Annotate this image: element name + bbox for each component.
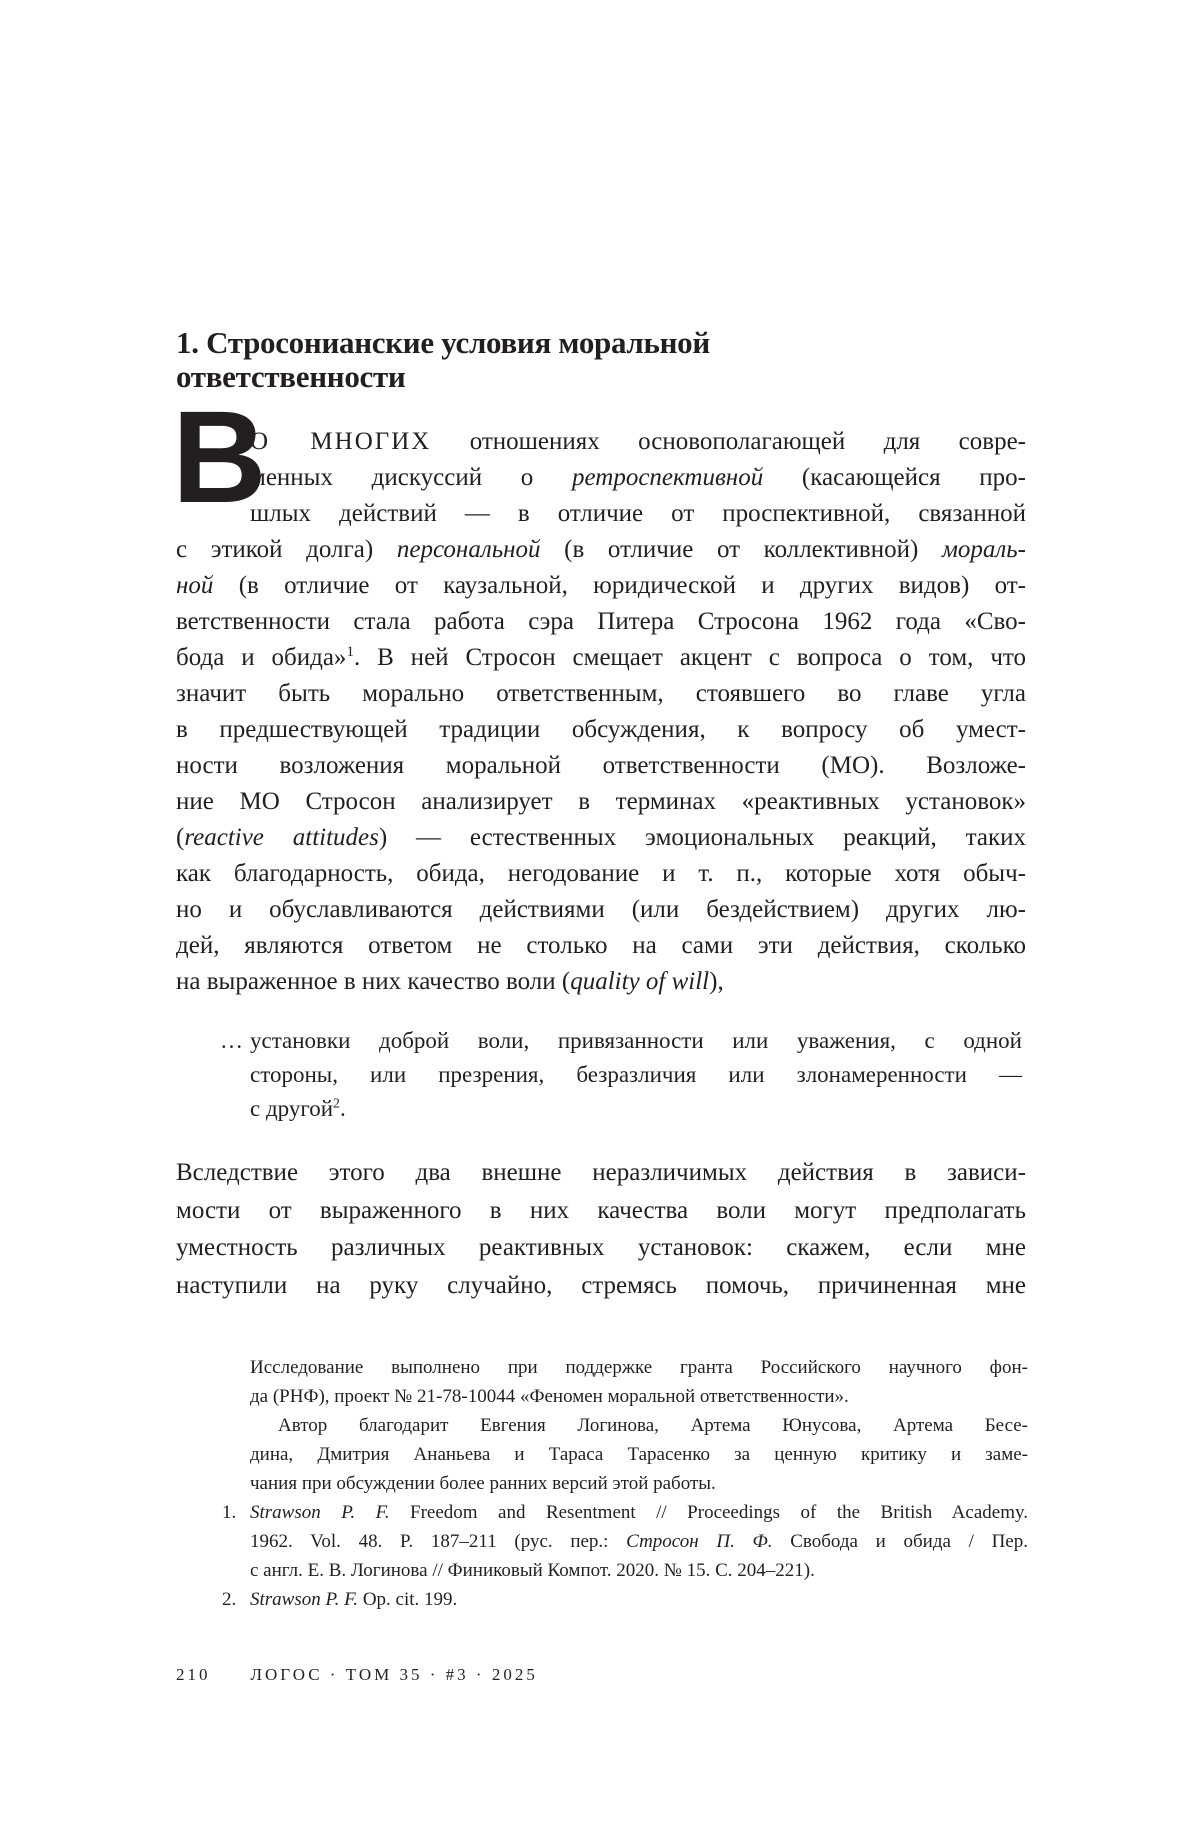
footnote-line bbox=[250, 1382, 1028, 1411]
text-segment: ), bbox=[709, 968, 724, 995]
text-segment: как благодарность, обида, негодование и т. п., которые хотя обыч- bbox=[176, 860, 1026, 887]
text-segment: уместность различных реактивных установок: скажем, если мне bbox=[176, 1234, 1026, 1261]
text-segment: чания при обсуждении более ранних версий этой работы. bbox=[250, 1473, 716, 1494]
text-line bbox=[176, 748, 1026, 784]
text-segment: (касающейся про- bbox=[763, 464, 1026, 491]
text-segment: . В ней Стросон смещает акцент с вопроса о том, что bbox=[353, 644, 1026, 671]
text-line bbox=[176, 676, 1026, 712]
text-segment: значит быть морально ответственным, стоявшего во главе угла bbox=[176, 680, 1026, 707]
text-segment: 1962. Vol. 48. P. 187–211 (рус. пер.: bbox=[250, 1531, 627, 1552]
footnote-line bbox=[250, 1469, 1028, 1498]
text-segment: шлых действий — в отличие от проспективной, связанной bbox=[250, 500, 1026, 527]
body-paragraph-1 bbox=[176, 424, 1026, 1000]
text-segment: (в отличие от каузальной, юридической и других видов) от- bbox=[213, 572, 1026, 599]
text-segment: с этикой долга) bbox=[176, 536, 397, 563]
text-line bbox=[176, 604, 1026, 640]
quote-ellipsis: … bbox=[220, 1028, 243, 1053]
text-segment: ( bbox=[176, 824, 185, 851]
text-segment: Freedom and Resentment // Proceedings of the British Academy. bbox=[389, 1502, 1029, 1523]
text-line bbox=[250, 1058, 1022, 1092]
text-line bbox=[250, 1092, 1022, 1126]
text-line bbox=[176, 568, 1026, 604]
text-line bbox=[176, 712, 1026, 748]
text-segment: ние МО Стросон анализирует в терминах «реактивных установок» bbox=[176, 788, 1026, 815]
text-segment: мости от выраженного в них качества воли могут предполагать bbox=[176, 1196, 1026, 1224]
text-segment: с англ. Е. В. Логинова // Финиковый Компот. 2020. № 15. С. 204–221). bbox=[250, 1560, 815, 1581]
italic-text: quality of will bbox=[570, 968, 710, 995]
italic-text: мораль- bbox=[941, 536, 1026, 563]
footnote-line bbox=[250, 1556, 1028, 1585]
text-segment: менных дискуссий о bbox=[250, 464, 573, 491]
text-segment: Свобода и обида / Пер. bbox=[772, 1531, 1028, 1552]
page-footer bbox=[176, 1665, 538, 1685]
text-line bbox=[176, 892, 1026, 928]
text-segment: ) — естественных эмоциональных реакций, таких bbox=[378, 824, 1026, 851]
text-segment: с другой bbox=[250, 1096, 334, 1121]
text-segment: О МНОГИХ bbox=[250, 428, 432, 455]
footnote-number: 1. bbox=[222, 1502, 237, 1523]
text-line bbox=[176, 640, 1026, 676]
italic-text: Стросон П. Ф. bbox=[626, 1531, 773, 1552]
block-quote bbox=[220, 1024, 1022, 1126]
text-segment: отношениях основополагающей для совре- bbox=[431, 428, 1027, 455]
italic-text: ной bbox=[176, 572, 214, 599]
body-paragraph-2 bbox=[176, 1154, 1026, 1304]
footnote-ref: 1 bbox=[346, 644, 354, 660]
text-segment: Автор благодарит Евгения Логинова, Артема Юнусова, Артема Бесе- bbox=[278, 1415, 1028, 1436]
text-line bbox=[176, 1229, 1026, 1267]
text-segment: установки доброй воли, привязанности или уважения, с одной bbox=[250, 1028, 1022, 1053]
italic-text: персональной bbox=[396, 536, 541, 563]
text-line bbox=[250, 460, 1026, 496]
text-segment: Вследствие этого два внешне неразличимых действия в зависи- bbox=[176, 1159, 1026, 1186]
text-line bbox=[250, 496, 1026, 532]
text-line bbox=[176, 928, 1026, 964]
footnote-line bbox=[222, 1585, 1028, 1614]
footnote-line bbox=[250, 1440, 1028, 1469]
text-segment: ности возложения моральной ответственности (МО). Возложе- bbox=[176, 752, 1026, 779]
heading-line: ответственности bbox=[176, 359, 406, 394]
text-segment: Op. cit. 199. bbox=[358, 1589, 458, 1610]
text-line bbox=[250, 1024, 1022, 1058]
text-line bbox=[176, 784, 1026, 820]
heading-line: 1. Стросонианские условия моральной bbox=[176, 325, 710, 360]
footnote-line bbox=[250, 1411, 1028, 1440]
text-line bbox=[250, 424, 1026, 460]
italic-text: ретроспективной bbox=[572, 464, 764, 491]
section-heading bbox=[176, 326, 1036, 394]
footnote-line bbox=[222, 1498, 1029, 1527]
text-line bbox=[176, 532, 1026, 568]
text-segment: . bbox=[339, 1096, 346, 1121]
italic-text: Strawson P. F. bbox=[250, 1589, 359, 1610]
italic-text: Strawson P. F. bbox=[250, 1502, 390, 1523]
text-line bbox=[176, 856, 1026, 892]
footnote-number: 2. bbox=[222, 1589, 237, 1610]
page-number: 210 bbox=[176, 1665, 211, 1684]
text-segment: Исследование выполнено при поддержке гранта Российского научного фон- bbox=[250, 1357, 1028, 1378]
text-segment: стороны, или презрения, безразличия или злонамеренности — bbox=[250, 1062, 1022, 1087]
text-line bbox=[176, 964, 1026, 1000]
journal-running-title: ЛОГОС · ТОМ 35 · #3 · 2025 bbox=[250, 1665, 538, 1684]
text-segment: в предшествующей традиции обсуждения, к вопросу об умест- bbox=[176, 716, 1026, 743]
text-segment: но и обуславливаются действиями (или бездействием) других лю- bbox=[176, 896, 1026, 923]
text-line bbox=[176, 1154, 1026, 1192]
text-segment: дей, являются ответом не столько на сами эти действия, сколько bbox=[176, 932, 1026, 959]
text-segment: да (РНФ), проект № 21-78-10044 «Феномен моральной ответственности». bbox=[250, 1386, 849, 1407]
drop-cap: В bbox=[172, 383, 267, 530]
footnotes bbox=[222, 1353, 1029, 1614]
text-line bbox=[176, 1192, 1026, 1230]
text-line bbox=[176, 1267, 1026, 1305]
text-segment: ветственности стала работа сэра Питера Стросона 1962 года «Сво- bbox=[176, 608, 1026, 635]
footnote-line bbox=[250, 1353, 1028, 1382]
footnote-line bbox=[250, 1527, 1028, 1556]
footnote-ref: 2 bbox=[333, 1095, 340, 1111]
text-segment: дина, Дмитрия Ананьева и Тараса Тарасенко за ценную критику и заме- bbox=[250, 1444, 1028, 1465]
text-line bbox=[176, 820, 1026, 856]
text-segment: наступили на руку случайно, стремясь помочь, причиненная мне bbox=[176, 1271, 1026, 1299]
text-segment: бода и обида» bbox=[176, 644, 347, 671]
text-segment: (в отличие от коллективной) bbox=[540, 536, 942, 563]
text-segment: на выраженное в них качество воли ( bbox=[176, 968, 571, 995]
italic-text: reactive attitudes bbox=[184, 824, 379, 851]
